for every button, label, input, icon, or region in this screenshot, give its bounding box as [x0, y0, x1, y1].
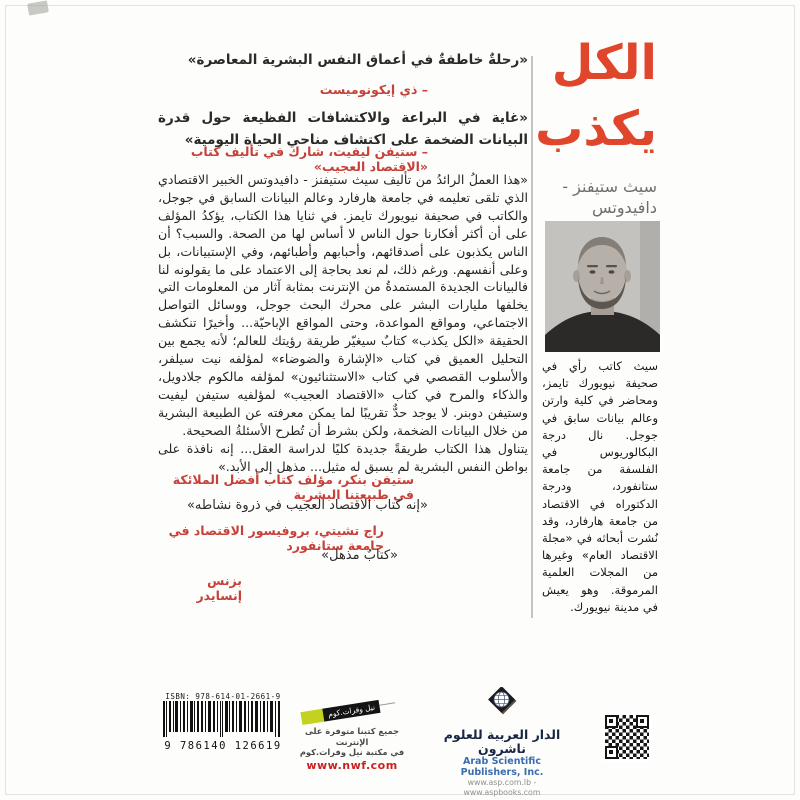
- nwf-tagline-2: في مكتبة نيل وفرات.كوم: [299, 747, 405, 757]
- qr-code: [602, 712, 652, 762]
- review-attribution-levitt: – ستيفن ليفيت، شارك في تأليف كتاب «الاقتصاد العجيب»: [190, 144, 428, 174]
- qr-finder-top-left: [605, 715, 618, 728]
- nwf-url: www.nwf.com: [306, 758, 398, 772]
- nwf-tagline-1: جميع كتبنا متوفرة على الإنترنت: [304, 726, 400, 747]
- review-attribution-pinker: ستيفن بنكر، مؤلف كتاب أفضل الملائكة في طبيعتنا البشرية: [172, 472, 414, 502]
- book-description: [158, 171, 528, 475]
- column-divider: [531, 56, 533, 618]
- isbn-label: ISBN: 978-614-01-2661-9: [165, 692, 281, 701]
- book-title-line2: يكذب: [535, 101, 657, 157]
- author-name: سيث ستيفنز - دافيدوتس: [562, 177, 657, 217]
- review-quote-levitt: «غاية في البراعة والاكتشافات الفظيعة حول قدرة البيانات الضخمة على اكتشاف مناحي الحياة اليومية»: [158, 110, 528, 148]
- publisher-name-english: Arab Scientific Publishers, Inc.: [460, 756, 544, 778]
- nwf-ribbon: [299, 700, 380, 725]
- nwf-bookstore-block: [292, 702, 412, 772]
- publisher-urls: www.asp.com.lb - www.aspbooks.com: [463, 778, 541, 797]
- review-attribution-chetty: راج تشيتي، بروفيسور الاقتصاد في جامعة ستانفورد: [168, 523, 384, 553]
- qr-finder-dot: [609, 750, 613, 754]
- qr-finder-dot: [609, 719, 613, 723]
- qr-finder-bottom-left: [605, 746, 618, 759]
- isbn-barcode-block: [160, 692, 286, 752]
- book-title-line1: الكل: [551, 35, 657, 91]
- author-portrait-graphic: [545, 221, 660, 352]
- book-description-paragraph-1: «هذا العملُ الرائدُ من تأليف سيث ستيفنز - دافيدوتس الخبير الاقتصادي الذي تلقى تعليمه في جامعة هارفارد وعالم البيانات السابق في جوجل، والكاتب في صحيفة نيويورك تايمز. في ثنايا هذا الكتاب، يؤكدُ المؤلف على أن أكثر أفكارنا حول الناس لا أساس لها من الصحة. والسبب؟ أن الناس يكذبون على أصدقائهم، وأحبابهم وأطبائهم، وفي الإستبيانات، بل وعلى أنفسهم. ورغم ذلك، لم نعد بحاجة إلى الاعتماد على ما يقولونه لنا فالبيانات الجديدة المستمدةُ من الإنترنت بمثابة آثار من المعلومات التي يخلفها مليارات البشر على محرك البحث جوجل، ووسائل التواصل الاجتماعي، ومواقع المواعدة، وحتى المواقع الإباحيّة... وأخيرًا تنكشف الحقيقة «الكل يكذب» كتابٌ سيغيّر طريقة رؤيتك للعالم؛ لأنه يجمع بين التحليل العميق في كتاب «الإشارة والضوضاء» لمؤلفه نيت سيلفر، والأسلوب القصصي في كتاب «الاستثنائيون» لمؤلفه مالكوم جلادويل، والذكاء والمرح في كتاب «الاقتصاد العجيب» لمؤلفيه ستيفن ليفيت وستيفن دوبنر. لا يوجد حدٌّ تقريبًا لما يمكن معرفته عن الطبيعة البشرية من خلال البيانات الضخمة، ولكن بشرط أن تُطرح الأسئلةُ الصحيحة.: [158, 172, 528, 438]
- book-description-paragraph-2: يتناول هذا الكتاب طريقةً جديدة كليًا لدراسة العقل... إنه نافذة على بواطن النفس البشرية لم يسبق له مثيل... مذهل إلى الأبد.»: [158, 440, 528, 474]
- review-quote-business-insider: «كتابٌ مذهل»: [321, 548, 398, 563]
- book-title: [535, 30, 657, 162]
- author-bio: سيث كاتب رأي في صحيفة نيويورك تايمز، ومحاضر في كلية وارتن وعالم بيانات سابق في جوجل. نال درجة البكالوريوس في الفلسفة من جامعة ستانفورد، ودرجة الدكتوراه في الاقتصاد من جامعة هارفارد، وقد نُشرت أبحاثه في «مجلة الاقتصاد العام» وغيرها من المجلات العلمية المرموقة. وهو يعيش في مدينة نيويورك.: [542, 359, 658, 614]
- barcode-graphic: [163, 701, 283, 737]
- publisher-block: [436, 687, 568, 798]
- barcode-digits: 9 786140 126619: [164, 740, 282, 752]
- review-quote-chetty: «إنه كتاب الاقتصاد العجيب في ذروة نشاطه»: [186, 498, 428, 513]
- nwf-ribbon-text: نيل وفرات.كوم: [322, 700, 381, 722]
- nwf-ribbon-logo: [292, 702, 412, 724]
- qr-finder-top-right: [636, 715, 649, 728]
- review-attribution-economist: – ذي إيكونوميست: [319, 82, 428, 97]
- review-attribution-business-insider: بزنس إنسايدر: [196, 573, 242, 603]
- author-photo: [545, 221, 660, 352]
- publisher-name-arabic: الدار العربية للعلوم ناشرون: [443, 727, 561, 756]
- publisher-diamond-logo: [481, 687, 523, 723]
- qr-finder-dot: [640, 719, 644, 723]
- review-quote-economist: «رحلةٌ خاطفةٌ في أعماق النفس البشرية المعاصرة»: [187, 52, 528, 68]
- nwf-ribbon-tail: [380, 702, 396, 705]
- nwf-ribbon-tip: [300, 709, 324, 725]
